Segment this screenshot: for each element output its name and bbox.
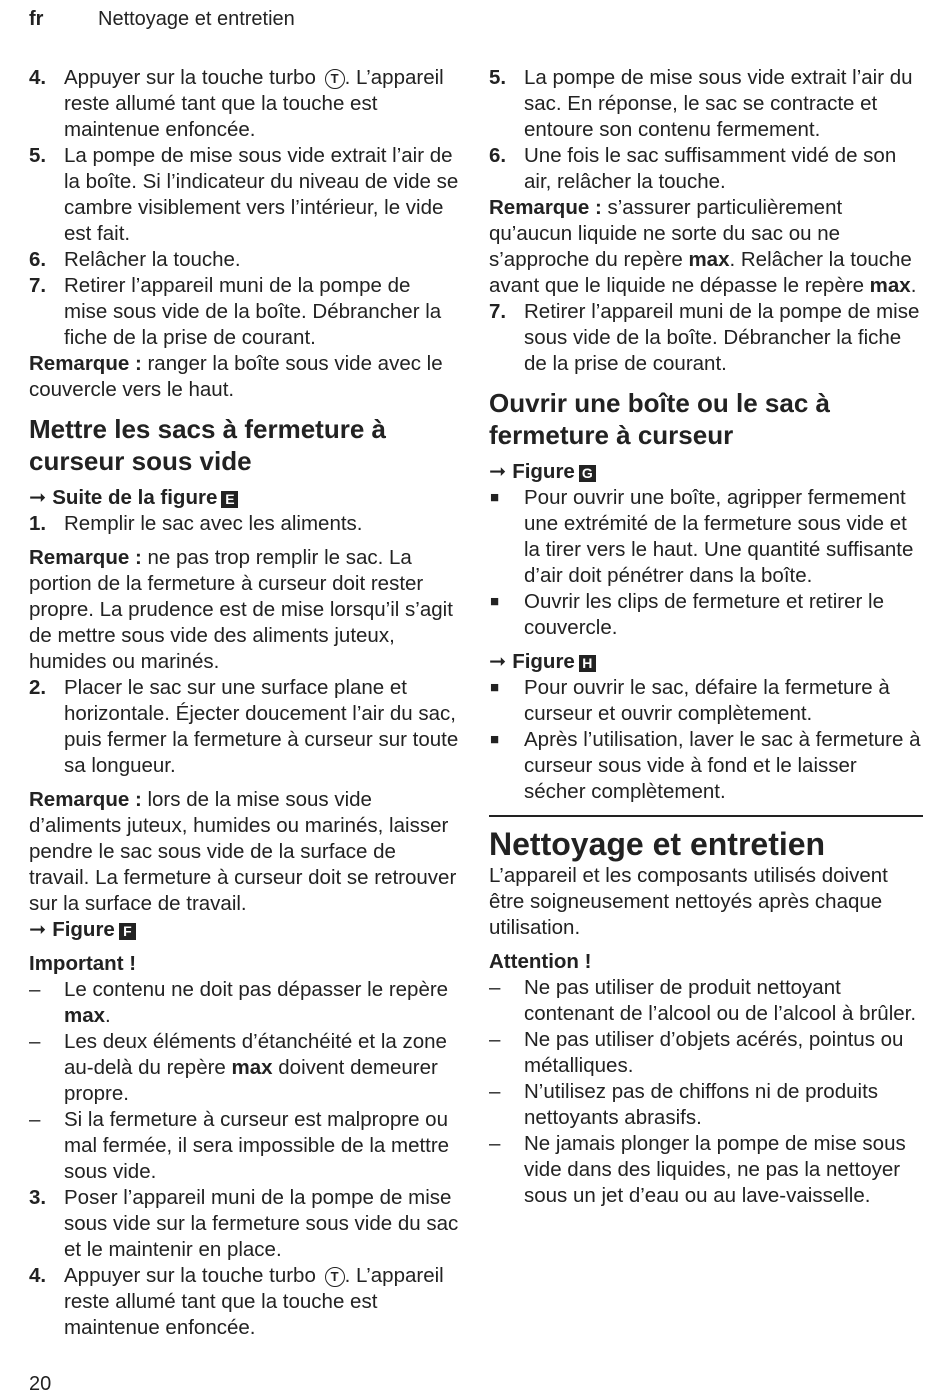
dash-item (489, 1027, 923, 1079)
step-text: Retirer l’appareil muni de la pompe de mise sous vide de la boîte. Débrancher la fiche de la prise de courant. (64, 274, 442, 349)
figure-reference (489, 649, 923, 675)
note-text: ne pas trop remplir le sac. La portion de la fermeture à curseur doit rester propre. La prudence est de mise lorsqu’il s’agit de mettre sous vide des aliments juteux, humides ou marinés. (29, 546, 453, 673)
arrow-right-icon: ➞ (29, 486, 47, 509)
dash-marker: – (489, 1080, 501, 1103)
note-text: ranger la boîte sous vide avec le couvercle vers le haut. (29, 352, 443, 401)
step-number: 6. (489, 144, 507, 167)
figure-reference-text: Figure (512, 650, 575, 673)
turbo-button-icon: T (325, 1267, 345, 1287)
dash-marker: – (489, 976, 501, 999)
max-mark: max (869, 274, 911, 297)
step-text-cont: . L’appareil reste allumé tant que la touche est maintenue enfoncée. (64, 66, 444, 141)
step-number: 6. (29, 248, 47, 271)
note-text-end: . (910, 274, 917, 297)
note (489, 195, 923, 299)
step-number: 5. (29, 144, 47, 167)
figure-reference-text: Figure (512, 460, 575, 483)
max-mark: max (64, 1004, 106, 1027)
figure-reference-text: Figure (52, 918, 115, 941)
step-text: La pompe de mise sous vide extrait l’air du sac. En réponse, le sac se contracte et entoure son contenu fermement. (524, 66, 913, 141)
note-label: Remarque : (29, 546, 142, 569)
dash-item (489, 1131, 923, 1209)
step-text: Retirer l’appareil muni de la pompe de mise sous vide de la boîte. Débrancher la fiche de la prise de courant. (524, 300, 920, 375)
step-number: 4. (29, 66, 47, 89)
dash-text: Ne pas utiliser de produit nettoyant contenant de l’alcool ou de l’alcool à brûler. (524, 976, 917, 1025)
step-item (489, 299, 923, 377)
figure-letter: H (579, 655, 596, 672)
dash-text: Si la fermeture à curseur est malpropre ou mal fermée, il sera impossible de la mettre sous vide. (64, 1108, 450, 1183)
step-item (29, 675, 459, 779)
bullet-text: Ouvrir les clips de fermeture et retirer le couvercle. (524, 590, 885, 639)
arrow-right-icon: ➞ (489, 460, 507, 483)
max-mark: max (231, 1056, 273, 1079)
dash-marker: – (489, 1028, 501, 1051)
running-title: Nettoyage et entretien (98, 8, 295, 30)
step-text: Placer le sac sur une surface plane et horizontale. Éjecter doucement l’air du sac, puis fermer la fermeture à curseur sur toute sa longueur. (64, 676, 459, 777)
right-column (489, 65, 923, 1209)
dash-text: N’utilisez pas de chiffons ni de produits nettoyants abrasifs. (524, 1080, 879, 1129)
dash-text: Le contenu ne doit pas dépasser le repère (64, 978, 449, 1001)
step-number: 7. (29, 274, 47, 297)
note (29, 787, 459, 917)
dash-text-end: doivent demeurer propre. (64, 1056, 438, 1105)
square-bullet-icon: ■ (490, 593, 500, 610)
step-number: 5. (489, 66, 507, 89)
note-label: Remarque : (29, 788, 142, 811)
step-item (29, 247, 459, 273)
dash-item (489, 975, 923, 1027)
step-item (29, 511, 459, 537)
step-text-cont: . L’appareil reste allumé tant que la touche est maintenue enfoncée. (64, 1264, 444, 1339)
step-item (29, 143, 459, 247)
figure-reference-text: Suite de la figure (52, 486, 218, 509)
square-bullet-icon: ■ (490, 679, 500, 696)
step-number: 3. (29, 1186, 47, 1209)
step-text: Une fois le sac suffisamment vidé de son air, relâcher la touche. (524, 144, 897, 193)
dash-marker: – (29, 1030, 41, 1053)
figure-reference (29, 485, 459, 511)
step-text: Appuyer sur la touche turbo (64, 66, 316, 89)
arrow-right-icon: ➞ (29, 918, 47, 941)
note-text: lors de la mise sous vide d’aliments juteux, humides ou marinés, laisser pendre le sac sous vide de la surface de travail. La fermeture à curseur doit se retrouver sur la surface de travail. (29, 788, 457, 915)
step-text: La pompe de mise sous vide extrait l’air de la boîte. Si l’indicateur du niveau de vide se cambre visiblement vers l’intérieur, le vide est fait. (64, 144, 459, 245)
bullet-item (489, 675, 923, 727)
bullet-text: Pour ouvrir une boîte, agripper fermement une extrémité de la fermeture sous vide et la tirer vers le haut. Une quantité suffisante d’air doit pénétrer dans la boîte. (524, 486, 914, 587)
bullet-item (489, 589, 923, 641)
step-text: Appuyer sur la touche turbo (64, 1264, 316, 1287)
figure-reference (29, 917, 459, 943)
max-mark: max (688, 248, 730, 271)
step-text: Poser l’appareil muni de la pompe de mise sous vide sur la fermeture sous vide du sac et le maintenir en place. (64, 1186, 459, 1261)
figure-letter: F (119, 923, 136, 940)
step-text: Relâcher la touche. (64, 248, 241, 271)
important-label: Important ! (29, 952, 137, 975)
step-item (29, 65, 459, 143)
dash-item (29, 977, 459, 1029)
arrow-right-icon: ➞ (489, 650, 507, 673)
dash-text: Ne jamais plonger la pompe de mise sous vide dans des liquides, ne pas la nettoyer sous un jet d’eau ou au lave-vaisselle. (524, 1132, 906, 1207)
step-text: Remplir le sac avec les aliments. (64, 512, 363, 535)
figure-letter: G (579, 465, 596, 482)
step-number: 4. (29, 1264, 47, 1287)
step-number: 7. (489, 300, 507, 323)
dash-text: Ne pas utiliser d’objets acérés, pointus ou métalliques. (524, 1028, 904, 1077)
section-heading: Ouvrir une boîte ou le sac à fermeture à curseur (489, 388, 830, 450)
dash-text-end: . (105, 1004, 111, 1027)
dash-text: Les deux éléments d’étanchéité et la zone au-delà du repère (64, 1030, 447, 1079)
intro-paragraph: L’appareil et les composants utilisés doivent être soigneusement nettoyés après chaque utilisation. (489, 864, 888, 939)
step-item (489, 65, 923, 143)
square-bullet-icon: ■ (490, 489, 500, 506)
note (29, 545, 459, 675)
dash-marker: – (29, 978, 41, 1001)
figure-reference (489, 459, 923, 485)
page-number: 20 (29, 1373, 52, 1395)
note (29, 351, 459, 403)
bullet-item (489, 485, 923, 589)
step-item (29, 1263, 459, 1341)
note-label: Remarque : (29, 352, 142, 375)
bullet-item (489, 727, 923, 805)
step-item (489, 143, 923, 195)
note-text: s’assurer particulièrement qu’aucun liquide ne sorte du sac ou ne s’approche du repère (489, 196, 843, 271)
bullet-text: Pour ouvrir le sac, défaire la fermeture à curseur et ouvrir complètement. (524, 676, 890, 725)
dash-item (29, 1029, 459, 1107)
dash-item (489, 1079, 923, 1131)
dash-item (29, 1107, 459, 1185)
figure-letter: E (221, 491, 238, 508)
dash-marker: – (489, 1132, 501, 1155)
note-label: Remarque : (489, 196, 602, 219)
square-bullet-icon: ■ (490, 731, 500, 748)
page-header (29, 6, 295, 32)
note-text-mid: . Relâcher la touche avant que le liquide ne dépasse le repère (489, 248, 912, 297)
left-column (29, 65, 459, 1341)
section-title: Nettoyage et entretien (489, 826, 826, 862)
language-code: fr (29, 8, 44, 30)
step-number: 1. (29, 512, 47, 535)
turbo-button-icon: T (325, 69, 345, 89)
attention-label: Attention ! (489, 950, 592, 973)
step-number: 2. (29, 676, 47, 699)
step-item (29, 273, 459, 351)
step-item (29, 1185, 459, 1263)
bullet-text: Après l’utilisation, laver le sac à fermeture à curseur sous vide à fond et le laisser sécher complètement. (524, 728, 921, 803)
section-heading: Mettre les sacs à fermeture à curseur sous vide (29, 414, 386, 476)
dash-marker: – (29, 1108, 41, 1131)
